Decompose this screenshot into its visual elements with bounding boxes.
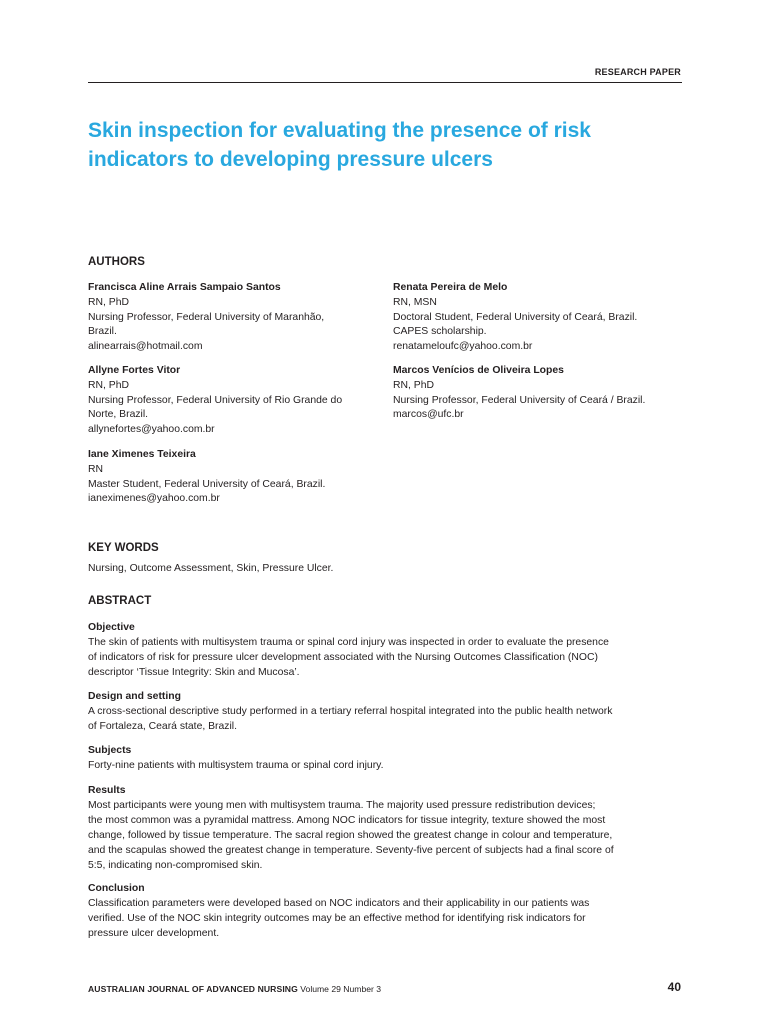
abstract-line: 5:5, indicating non-compromised skin. — [88, 860, 263, 871]
author-email: marcos@ufc.br — [393, 409, 464, 421]
author-email: alinearrais@hotmail.com — [88, 341, 203, 353]
author-line: Norte, Brazil. — [88, 409, 149, 421]
abstract-line: A cross-sectional descriptive study performed in a tertiary referral hospital integrated into the public health network — [88, 706, 613, 717]
abstract-section-conclusion — [88, 881, 682, 941]
author-block — [88, 281, 378, 355]
page-number: 40 — [667, 980, 681, 994]
journal-issue: Volume 29 Number 3 — [300, 984, 382, 994]
author-line: Nursing Professor, Federal University of Ceará / Brazil. — [393, 394, 646, 406]
article-type-label: RESEARCH PAPER — [594, 67, 681, 77]
abstract-line: of indicators of risk for pressure ulcer development associated with the Nursing Outcomes Classification (NOC) — [88, 652, 598, 663]
abstract-section-results — [88, 783, 682, 873]
author-line: CAPES scholarship. — [393, 326, 487, 338]
author-line: Doctoral Student, Federal University of Ceará, Brazil. — [393, 311, 638, 323]
abstract-subheading: Conclusion — [88, 883, 145, 894]
author-line: Nursing Professor, Federal University of Maranhão, — [88, 311, 325, 323]
abstract-line: pressure ulcer development. — [88, 928, 220, 939]
author-name: Allyne Fortes Vitor — [88, 365, 181, 376]
abstract-line: Forty-nine patients with multisystem trauma or spinal cord injury. — [88, 760, 384, 771]
author-line: RN, PhD — [393, 379, 434, 391]
abstract-line: change, followed by tissue temperature. The sacral region showed the greatest change in colour and temperature, — [88, 830, 613, 841]
journal-name: AUSTRALIAN JOURNAL OF ADVANCED NURSING — [88, 984, 298, 994]
author-line: RN — [88, 463, 104, 475]
authors-heading: AUTHORS — [88, 256, 145, 268]
author-email: ianeximenes@yahoo.com.br — [88, 493, 220, 505]
author-line: Nursing Professor, Federal University of Rio Grande do — [88, 394, 343, 406]
abstract-line: descriptor ‘Tissue Integrity: Skin and Mucosa’. — [88, 667, 300, 678]
abstract-line: verified. Use of the NOC skin integrity outcomes may be an effective method for identifying risk indicators for — [88, 913, 586, 924]
keywords-heading: KEY WORDS — [88, 542, 159, 554]
abstract-subheading: Results — [88, 785, 126, 796]
author-line: RN, MSN — [393, 296, 437, 308]
keywords-text: Nursing, Outcome Assessment, Skin, Pressure Ulcer. — [88, 563, 334, 574]
author-name: Iane Ximenes Teixeira — [88, 449, 196, 460]
author-block — [88, 448, 378, 507]
author-block — [88, 364, 378, 438]
author-line: Brazil. — [88, 326, 117, 338]
author-email: allynefortes@yahoo.com.br — [88, 424, 215, 436]
author-name: Marcos Venícios de Oliveira Lopes — [393, 365, 564, 376]
title-line: indicators to developing pressure ulcers — [88, 148, 493, 171]
abstract-line: Most participants were young men with multisystem trauma. The majority used pressure redistribution devices; — [88, 800, 596, 811]
author-name: Francisca Aline Arrais Sampaio Santos — [88, 282, 281, 293]
title-line: Skin inspection for evaluating the presence of risk — [88, 119, 591, 142]
author-block — [393, 364, 683, 423]
abstract-line: The skin of patients with multisystem trauma or spinal cord injury was inspected in order to evaluate the presence — [88, 637, 609, 648]
abstract-heading: ABSTRACT — [88, 595, 152, 607]
abstract-line: and the scapulas showed the greatest change in temperature. Seventy-five percent of subjects had a final score of — [88, 845, 614, 856]
author-name: Renata Pereira de Melo — [393, 282, 508, 293]
abstract-subheading: Objective — [88, 622, 135, 633]
author-line: RN, PhD — [88, 296, 129, 308]
abstract-section-objective — [88, 620, 682, 680]
abstract-line: the most common was a pyramidal mattress. Among NOC indicators for tissue integrity, texture showed the most — [88, 815, 606, 826]
abstract-section-subjects — [88, 743, 682, 773]
abstract-subheading: Subjects — [88, 745, 132, 756]
article-title — [88, 116, 688, 174]
header-rule — [88, 82, 682, 83]
abstract-subheading: Design and setting — [88, 691, 181, 702]
author-block — [393, 281, 683, 355]
abstract-line: of Fortaleza, Ceará state, Brazil. — [88, 721, 237, 732]
abstract-section-design — [88, 689, 682, 734]
page-footer — [88, 984, 381, 994]
author-line: Master Student, Federal University of Ceará, Brazil. — [88, 478, 326, 490]
abstract-line: Classification parameters were developed based on NOC indicators and their applicability in our patients was — [88, 898, 590, 909]
author-email: renatameloufc@yahoo.com.br — [393, 341, 533, 353]
author-line: RN, PhD — [88, 379, 129, 391]
